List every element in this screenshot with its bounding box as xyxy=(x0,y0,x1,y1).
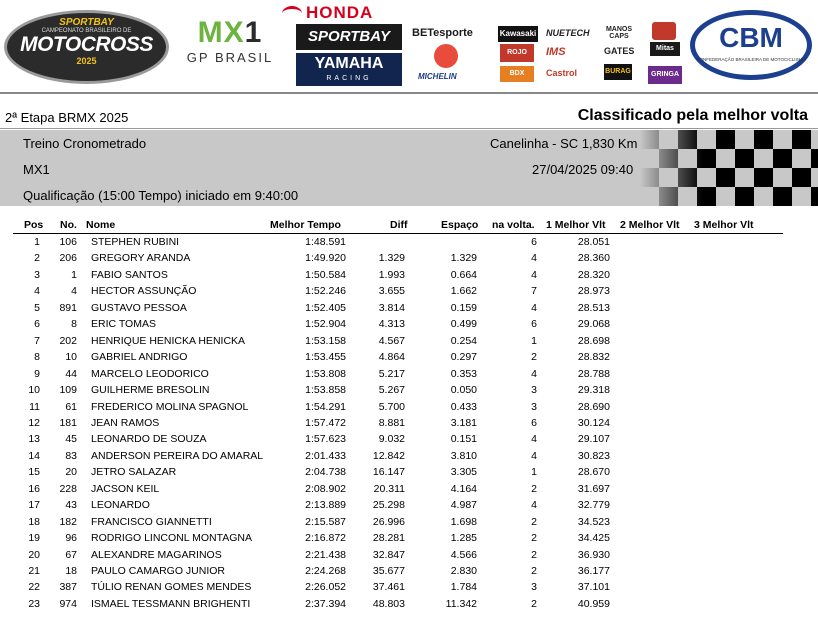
row-best-time: 2:01.433 xyxy=(305,449,346,462)
table-row xyxy=(0,581,818,597)
row-best-lap-1: 28.051 xyxy=(577,236,610,248)
row-on-lap: 4 xyxy=(531,499,537,512)
row-name: JETRO SALAZAR xyxy=(91,466,177,479)
table-row xyxy=(0,401,818,417)
row-best-time: 2:16.872 xyxy=(305,532,346,545)
row-on-lap: 2 xyxy=(531,597,537,610)
row-name: PAULO CAMARGO JUNIOR xyxy=(91,565,225,577)
row-number: 8 xyxy=(71,318,77,331)
row-number: 96 xyxy=(65,532,77,545)
manos-caps-logo: MANOS CAPS xyxy=(605,26,633,40)
row-number: 387 xyxy=(59,581,77,594)
honda-wing-icon xyxy=(282,6,302,21)
row-pos: 11 xyxy=(29,400,40,413)
table-row xyxy=(0,549,818,565)
row-best-lap-1: 29.068 xyxy=(577,318,610,331)
col-best-time: Melhor Tempo xyxy=(270,219,341,231)
row-number: 181 xyxy=(59,416,77,429)
row-best-lap-1: 28.320 xyxy=(577,268,610,281)
row-on-lap: 2 xyxy=(531,565,537,577)
row-best-time: 1:53.858 xyxy=(305,384,346,397)
table-row xyxy=(0,368,818,384)
row-on-lap: 7 xyxy=(531,285,537,298)
row-name: STEPHEN RUBINI xyxy=(91,236,180,248)
row-pos: 20 xyxy=(28,548,40,561)
table-row xyxy=(0,285,818,301)
mx1-logo-one: 1 xyxy=(244,16,263,49)
row-best-time: 1:52.405 xyxy=(305,301,346,314)
table-row xyxy=(0,351,818,367)
row-best-lap-1: 30.124 xyxy=(577,416,610,429)
row-pos: 23 xyxy=(28,597,40,610)
col-best-lap-3: 3 Melhor Vlt xyxy=(694,219,754,231)
row-gap: 0.499 xyxy=(450,318,477,331)
row-number: 18 xyxy=(65,565,77,577)
row-pos: 2 xyxy=(34,252,40,265)
row-number: 228 xyxy=(59,482,77,495)
row-diff: 4.567 xyxy=(378,334,405,347)
col-gap: Espaço xyxy=(441,219,479,231)
row-gap: 1.784 xyxy=(450,581,477,594)
row-pos: 18 xyxy=(28,515,40,528)
row-on-lap: 4 xyxy=(531,367,537,380)
row-best-lap-1: 40.959 xyxy=(577,597,610,610)
brmx-logo-year: 2025 xyxy=(76,56,97,66)
row-name: TÚLIO RENAN GOMES MENDES xyxy=(91,581,252,594)
row-on-lap: 6 xyxy=(531,416,537,429)
col-number: No. xyxy=(60,219,77,231)
row-gap: 1.329 xyxy=(450,252,477,265)
row-name: HECTOR ASSUNÇÃO xyxy=(91,285,197,298)
yamaha-logo-name: YAMAHA xyxy=(314,55,384,72)
row-number: 974 xyxy=(59,597,77,610)
row-gap: 1.662 xyxy=(450,285,477,298)
row-name: GUSTAVO PESSOA xyxy=(91,301,187,314)
row-best-time: 1:48.591 xyxy=(305,236,346,248)
row-gap: 0.297 xyxy=(450,351,477,364)
row-best-lap-1: 31.697 xyxy=(577,482,610,495)
betesporte-logo: BETesporte xyxy=(412,27,473,39)
row-pos: 16 xyxy=(28,482,40,495)
row-on-lap: 3 xyxy=(531,400,537,413)
row-number: 1 xyxy=(71,268,77,281)
row-number: 61 xyxy=(65,400,77,413)
mx1-logo-sub: GP BRASIL xyxy=(186,50,274,65)
row-best-time: 1:53.808 xyxy=(305,367,346,380)
row-number: 182 xyxy=(59,515,77,528)
checkered-flag-icon xyxy=(640,130,818,206)
row-name: JACSON KEIL xyxy=(91,482,160,495)
row-best-lap-1: 34.425 xyxy=(577,532,610,545)
row-best-lap-1: 36.177 xyxy=(577,565,610,577)
row-gap: 3.810 xyxy=(450,449,477,462)
row-best-time: 2:26.052 xyxy=(305,581,346,594)
row-number: 206 xyxy=(59,252,77,265)
row-number: 10 xyxy=(65,351,77,364)
row-best-time: 1:52.904 xyxy=(305,318,346,331)
row-best-time: 2:15.587 xyxy=(305,515,346,528)
table-row xyxy=(0,450,818,466)
row-best-lap-1: 28.360 xyxy=(577,252,610,265)
row-on-lap: 2 xyxy=(531,482,537,495)
row-name: LEONARDO xyxy=(91,499,150,512)
michelin-logo: MICHELIN xyxy=(418,72,457,81)
row-number: 4 xyxy=(71,285,77,298)
row-diff: 25.298 xyxy=(372,499,405,512)
row-best-time: 2:08.902 xyxy=(305,482,346,495)
table-row xyxy=(0,302,818,318)
cbm-logo-sub: CONFEDERAÇÃO BRASILEIRA DE MOTOCICLISMO xyxy=(696,57,806,62)
row-number: 891 xyxy=(59,301,77,314)
row-name: JEAN RAMOS xyxy=(91,416,160,429)
row-gap: 4.164 xyxy=(450,482,477,495)
michelin-emblem-icon xyxy=(434,44,458,68)
row-diff: 12.842 xyxy=(372,449,405,462)
row-pos: 17 xyxy=(28,499,40,512)
row-best-time: 1:50.584 xyxy=(305,268,346,281)
castrol-logo: Castrol xyxy=(546,68,578,78)
row-best-time: 1:53.455 xyxy=(305,351,346,364)
table-row xyxy=(0,565,818,581)
row-name: GUILHERME BRESOLIN xyxy=(91,384,210,397)
row-pos: 7 xyxy=(34,334,40,347)
row-name: ANDERSON PEREIRA DO AMARAL xyxy=(91,449,264,462)
brmx-logo-title: MOTOCROSS xyxy=(20,33,153,56)
row-on-lap: 4 xyxy=(531,449,537,462)
row-gap: 0.433 xyxy=(450,400,477,413)
session-datetime: 27/04/2025 09:40 xyxy=(532,162,634,177)
row-number: 83 xyxy=(65,449,77,462)
row-best-lap-1: 28.670 xyxy=(577,466,610,479)
row-best-lap-1: 28.832 xyxy=(577,351,610,364)
row-best-lap-1: 28.690 xyxy=(577,400,610,413)
ims-logo: IMS xyxy=(546,46,566,58)
row-pos: 13 xyxy=(28,433,40,446)
row-name: MARCELO LEODORICO xyxy=(91,367,209,380)
table-row xyxy=(0,236,818,252)
honda-logo-text: HONDA xyxy=(306,3,374,22)
row-on-lap: 4 xyxy=(531,433,537,446)
table-row xyxy=(0,466,818,482)
row-on-lap: 2 xyxy=(531,532,537,545)
row-diff: 26.996 xyxy=(372,515,405,528)
row-best-time: 2:21.438 xyxy=(305,548,346,561)
burag-logo: BURAG xyxy=(604,64,632,80)
row-name: RODRIGO LINCONL MONTAGNA xyxy=(91,532,253,545)
row-gap: 0.353 xyxy=(450,367,477,380)
col-on-lap: na volta. xyxy=(492,219,535,231)
mx1-logo-mx: MX xyxy=(197,16,245,49)
row-best-lap-1: 28.788 xyxy=(577,367,610,380)
row-diff: 37.461 xyxy=(372,581,405,594)
table-row xyxy=(0,269,818,285)
row-name: LEONARDO DE SOUZA xyxy=(91,433,207,446)
row-best-lap-1: 28.973 xyxy=(577,285,610,298)
fox-badge-icon xyxy=(652,22,676,40)
session-type: Treino Cronometrado xyxy=(23,136,147,151)
row-number: 106 xyxy=(59,236,77,248)
cbm-logo-name: CBM xyxy=(719,22,783,53)
brmx-logo-championship: CAMPEONATO BRASILEIRO DE xyxy=(41,28,132,34)
row-best-time: 1:54.291 xyxy=(305,400,346,413)
row-best-lap-1: 29.107 xyxy=(577,433,610,446)
row-best-time: 1:57.623 xyxy=(305,433,346,446)
row-best-time: 2:13.889 xyxy=(305,499,346,512)
row-best-time: 1:53.158 xyxy=(305,334,346,347)
table-row xyxy=(0,532,818,548)
row-diff: 35.677 xyxy=(372,565,405,577)
gringa-logo: GRINGA xyxy=(648,66,682,84)
row-gap: 1.285 xyxy=(450,532,477,545)
row-diff: 5.217 xyxy=(378,367,405,380)
row-best-lap-1: 32.779 xyxy=(577,499,610,512)
row-diff: 3.655 xyxy=(378,285,405,298)
table-row xyxy=(0,318,818,334)
col-pos: Pos xyxy=(24,219,44,231)
row-best-lap-1: 34.523 xyxy=(577,515,610,528)
row-pos: 22 xyxy=(28,581,40,594)
title-row xyxy=(0,106,818,129)
row-best-time: 1:57.472 xyxy=(305,416,346,429)
table-row xyxy=(0,384,818,400)
kawasaki-logo: Kawasaki xyxy=(498,26,538,42)
row-best-time: 1:49.920 xyxy=(305,252,346,265)
row-diff: 48.803 xyxy=(372,597,405,610)
row-gap: 0.159 xyxy=(450,301,477,314)
row-number: 109 xyxy=(59,384,77,397)
header-rule xyxy=(13,233,783,234)
row-number: 44 xyxy=(65,367,77,380)
row-best-time: 1:52.246 xyxy=(305,285,346,298)
row-name: ISMAEL TESSMANN BRIGHENTI xyxy=(91,597,251,610)
row-best-lap-1: 36.930 xyxy=(577,548,610,561)
row-gap: 3.305 xyxy=(450,466,477,479)
row-name: FABIO SANTOS xyxy=(91,268,168,281)
row-number: 20 xyxy=(65,466,77,479)
report-title: Classificado pela melhor volta xyxy=(577,107,808,124)
row-gap: 1.698 xyxy=(450,515,477,528)
venue: Canelinha - SC 1,830 Km xyxy=(490,136,638,151)
row-diff: 16.147 xyxy=(372,466,405,479)
brmx-logo xyxy=(4,10,169,84)
row-diff: 9.032 xyxy=(378,433,405,446)
row-diff: 28.281 xyxy=(372,532,405,545)
row-best-lap-1: 37.101 xyxy=(577,581,610,594)
row-pos: 10 xyxy=(28,384,40,397)
row-best-time: 2:04.738 xyxy=(305,466,346,479)
row-number: 202 xyxy=(59,334,77,347)
row-on-lap: 6 xyxy=(531,318,537,331)
row-diff: 1.993 xyxy=(378,268,405,281)
row-gap: 3.181 xyxy=(450,416,477,429)
row-on-lap: 2 xyxy=(531,548,537,561)
row-name: GABRIEL ANDRIGO xyxy=(91,351,188,364)
row-on-lap: 1 xyxy=(531,466,537,479)
bdx-logo: BDX xyxy=(500,66,534,82)
row-best-lap-1: 28.698 xyxy=(577,334,610,347)
row-gap: 4.566 xyxy=(450,548,477,561)
row-pos: 4 xyxy=(34,285,40,298)
event-name: 2ª Etapa BRMX 2025 xyxy=(5,110,129,125)
row-on-lap: 2 xyxy=(531,515,537,528)
row-diff: 20.311 xyxy=(373,482,405,495)
row-on-lap: 1 xyxy=(531,334,537,347)
row-gap: 2.830 xyxy=(450,565,477,577)
row-diff: 32.847 xyxy=(372,548,405,561)
row-pos: 1 xyxy=(34,236,40,248)
table-row xyxy=(0,433,818,449)
row-on-lap: 3 xyxy=(531,581,537,594)
row-diff: 4.864 xyxy=(378,351,405,364)
row-diff: 1.329 xyxy=(378,252,405,265)
row-on-lap: 4 xyxy=(531,252,537,265)
mitas-logo: Mitas xyxy=(650,42,680,56)
row-on-lap: 4 xyxy=(531,268,537,281)
table-row xyxy=(0,417,818,433)
row-number: 43 xyxy=(65,499,77,512)
gates-logo: GATES xyxy=(604,46,635,56)
row-gap: 11.342 xyxy=(445,597,477,610)
table-row xyxy=(0,516,818,532)
session-info-panel xyxy=(0,130,818,206)
row-on-lap: 3 xyxy=(531,384,537,397)
col-best-lap-1: 1 Melhor Vlt xyxy=(546,219,606,231)
honda-logo xyxy=(282,3,417,21)
category: MX1 xyxy=(23,162,50,177)
table-row xyxy=(0,499,818,515)
sportbay-logo: SPORTBAY xyxy=(296,24,402,50)
row-diff: 5.267 xyxy=(378,384,405,397)
col-best-lap-2: 2 Melhor Vlt xyxy=(620,219,680,231)
row-pos: 5 xyxy=(34,301,40,314)
row-pos: 3 xyxy=(34,268,40,281)
table-row xyxy=(0,483,818,499)
row-pos: 15 xyxy=(28,466,40,479)
table-header xyxy=(0,219,818,233)
brmx-logo-sponsor: SPORTBAY xyxy=(59,17,114,28)
row-pos: 21 xyxy=(28,565,40,577)
qualification-info: Qualificação (15:00 Tempo) iniciado em 9:40:00 xyxy=(23,188,299,203)
row-best-lap-1: 29.318 xyxy=(577,384,610,397)
row-pos: 8 xyxy=(34,351,40,364)
row-name: FREDERICO MOLINA SPAGNOL xyxy=(91,400,249,413)
yamaha-logo xyxy=(296,53,402,86)
nuetech-logo: NUETECH xyxy=(546,28,590,38)
row-gap: 0.254 xyxy=(450,334,477,347)
row-name: HENRIQUE HENICKA HENICKA xyxy=(91,334,246,347)
table-row xyxy=(0,598,818,614)
row-gap: 4.987 xyxy=(450,499,477,512)
row-best-time: 2:24.268 xyxy=(305,565,346,577)
row-diff: 3.814 xyxy=(378,301,405,314)
row-pos: 14 xyxy=(28,449,40,462)
row-pos: 9 xyxy=(34,367,40,380)
row-best-lap-1: 28.513 xyxy=(577,301,610,314)
row-on-lap: 6 xyxy=(531,236,537,248)
cbm-logo xyxy=(690,10,812,80)
row-best-time: 2:37.394 xyxy=(305,597,346,610)
row-gap: 0.151 xyxy=(450,433,477,446)
table-row xyxy=(0,335,818,351)
row-diff: 5.700 xyxy=(378,400,405,413)
row-pos: 19 xyxy=(28,532,40,545)
row-name: ERIC TOMAS xyxy=(91,318,156,331)
row-number: 45 xyxy=(65,433,77,446)
row-name: GREGORY ARANDA xyxy=(91,252,191,265)
mx1-gp-logo xyxy=(180,18,280,76)
row-gap: 0.050 xyxy=(450,384,477,397)
row-pos: 12 xyxy=(28,416,40,429)
row-diff: 4.313 xyxy=(378,318,405,331)
row-diff: 8.881 xyxy=(378,416,405,429)
table-row xyxy=(0,252,818,268)
yamaha-logo-sub: RACING xyxy=(326,75,372,82)
row-name: FRANCISCO GIANNETTI xyxy=(91,515,212,528)
row-number: 67 xyxy=(65,548,77,561)
rojo-logo: ROJO xyxy=(500,44,534,62)
sponsor-banner xyxy=(0,0,818,94)
row-gap: 0.664 xyxy=(450,268,477,281)
col-name: Nome xyxy=(86,219,116,231)
row-pos: 6 xyxy=(34,318,40,331)
row-on-lap: 2 xyxy=(531,351,537,364)
row-on-lap: 4 xyxy=(531,301,537,314)
row-best-lap-1: 30.823 xyxy=(577,449,610,462)
row-name: ALEXANDRE MAGARINOS xyxy=(91,548,222,561)
col-diff: Diff xyxy=(390,219,408,231)
